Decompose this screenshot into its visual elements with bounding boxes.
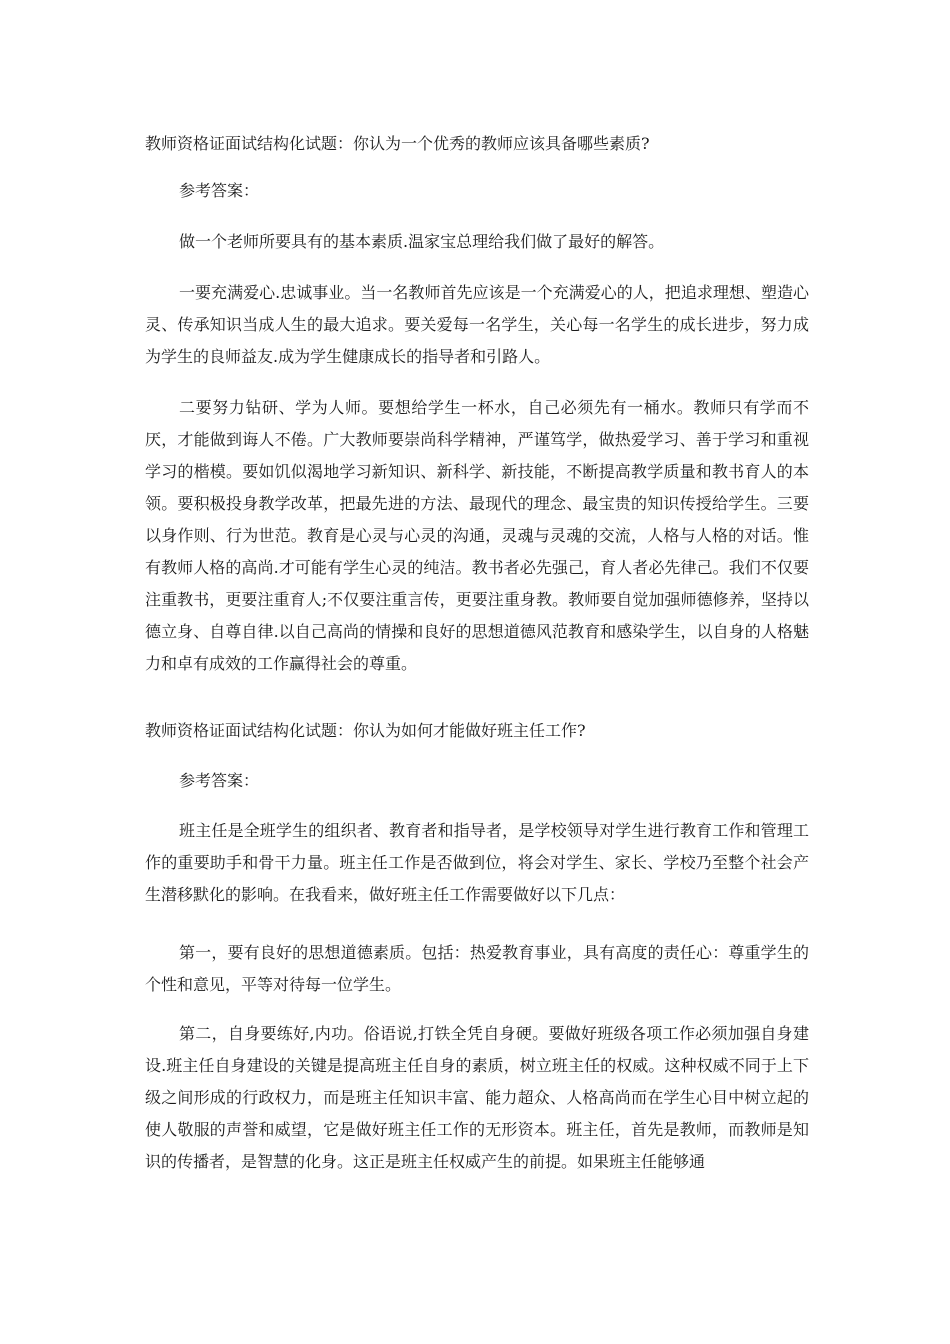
question-2-paragraph-3: 第二，自身要练好,内功。俗语说,打铁全凭自身硬。要做好班级各项工作必须加强自身建设.班主任自身建设的关键是提高班主任自身的素质，树立班主任的权威。这种权威不同于上下级之间形成的行政权力，而是班主任知识丰富、能力超众、人格高尚而在学生心目中树立起的使人敬服的声誉和威望，它是做好班主任工作的无形资本。班主任，首先是教师，而教师是知识的传播者，是智慧的化身。这正是班主任权威产生的前提。如果班主任能够通 bbox=[145, 1024, 809, 1171]
question-1-paragraph-1: 做一个老师所要具有的基本素质.温家宝总理给我们做了最好的解答。 bbox=[179, 232, 665, 251]
question-1-heading: 教师资格证面试结构化试题：你认为一个优秀的教师应该具备哪些素质? bbox=[145, 134, 650, 153]
question-1-paragraph-3: 二要努力钻研、学为人师。要想给学生一杯水，自己必须先有一桶水。教师只有学而不厌，才能做到诲人不倦。广大教师要崇尚科学精神，严谨笃学，做热爱学习、善于学习和重视学习的楷模。要如饥似渴地学习新知识、新科学、新技能，不断提高教学质量和教书育人的本领。要积极投身教学改革，把最先进的方法、最现代的理念、最宝贵的知识传授给学生。三要以身作则、行为世范。教育是心灵与心灵的沟通，灵魂与灵魂的交流，人格与人格的对话。惟有教师人格的高尚.才可能有学生心灵的纯洁。教书者必先强己，育人者必先律己。我们不仅要注重教书，更要注重育人;不仅要注重言传，更要注重身教。教师要自觉加强师德修养，坚持以德立身、自尊自律.以自己高尚的情操和良好的思想道德风范教育和感染学生，以自身的人格魅力和卓有成效的工作赢得社会的尊重。 bbox=[145, 398, 809, 673]
question-2-heading: 教师资格证面试结构化试题：你认为如何才能做好班主任工作? bbox=[145, 721, 586, 740]
question-2-paragraph-1: 班主任是全班学生的组织者、教育者和指导者，是学校领导对学生进行教育工作和管理工作的重要助手和骨干力量。班主任工作是否做到位，将会对学生、家长、学校乃至整个社会产生潜移默化的影响。在我看来，做好班主任工作需要做好以下几点： bbox=[145, 821, 809, 904]
question-1-answer-label: 参考答案： bbox=[179, 181, 260, 200]
question-2-paragraph-2: 第一，要有良好的思想道德素质。包括：热爱教育事业，具有高度的责任心：尊重学生的个性和意见，平等对待每一位学生。 bbox=[145, 943, 809, 994]
question-2-answer-label: 参考答案： bbox=[179, 771, 260, 790]
question-1-paragraph-2: 一要充满爱心.忠诚事业。当一名教师首先应该是一个充满爱心的人，把追求理想、塑造心灵、传承知识当成人生的最大追求。要关爱每一名学生，关心每一名学生的成长进步，努力成为学生的良师益友.成为学生健康成长的指导者和引路人。 bbox=[145, 283, 809, 366]
